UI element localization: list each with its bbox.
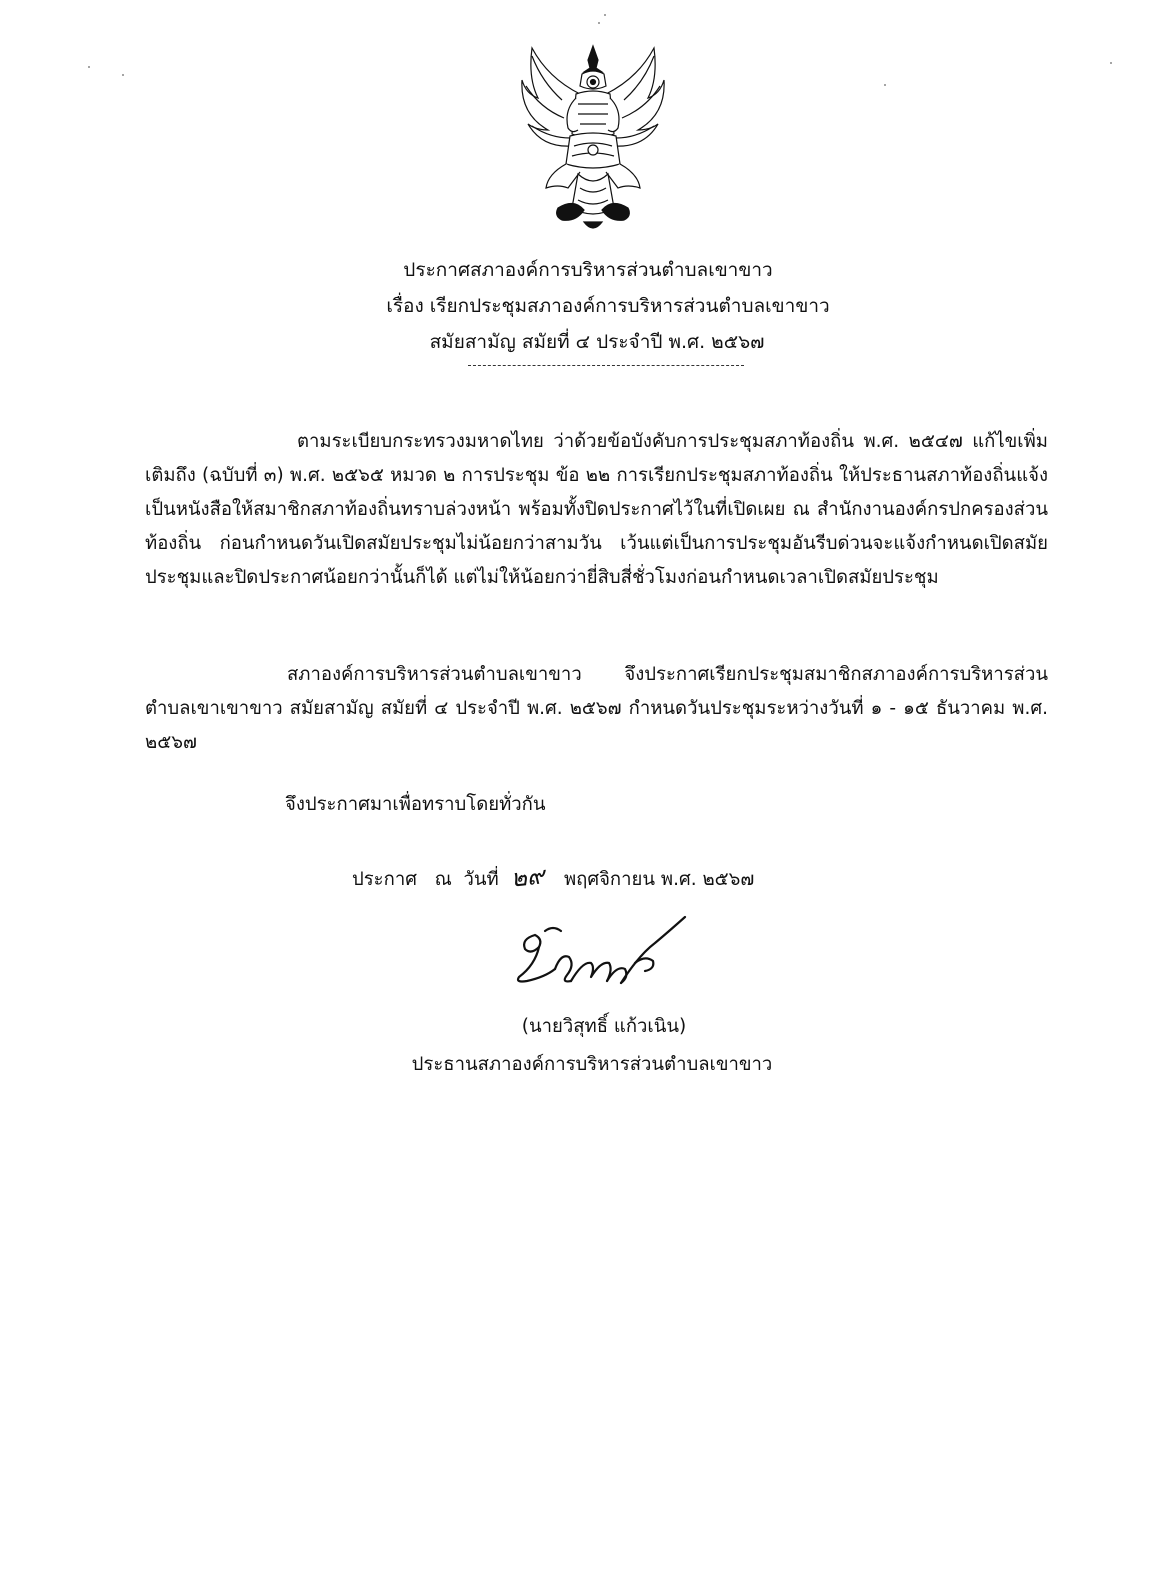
session-line: สมัยสามัญ สมัยที่ ๔ ประจำปี พ.ศ. ๒๕๖๗: [429, 331, 765, 353]
closing-statement: จึงประกาศมาเพื่อทราบโดยทั่วกัน: [285, 794, 546, 815]
date-suffix: พฤศจิกายน พ.ศ. ๒๕๖๗: [563, 869, 755, 890]
scan-speck: [598, 22, 600, 24]
body-paragraph-2: สภาองค์การบริหารส่วนตำบลเขาขาว จึงประกาศเรียกประชุมสมาชิกสภาองค์การบริหารส่วนตำบลเขาเขาขาว สมัยสามัญ สมัยที่ ๔ ประจำปี พ.ศ. ๒๕๖๗ กำหนดวันประชุมระหว่างวันที่ ๑ - ๑๕ ธันวาคม พ.ศ. ๒๕๖๗: [145, 664, 1048, 753]
announcement-date: [352, 860, 754, 897]
garuda-emblem-icon: [518, 38, 668, 238]
scan-speck: [884, 84, 886, 86]
signer-title: ประธานสภาองค์การบริหารส่วนตำบลเขาขาว: [411, 1054, 773, 1075]
announcement-title: ประกาศสภาองค์การบริหารส่วนตำบลเขาขาว: [403, 259, 773, 281]
scan-speck: [122, 74, 124, 76]
signer-name: (นายวิสุทธิ์ แก้วเนิน): [521, 1016, 687, 1037]
document-header: [0, 252, 1176, 360]
scan-speck: [604, 14, 606, 16]
date-prefix: ประกาศ ณ วันที่: [352, 869, 499, 890]
date-day-handwritten: ๒๙: [509, 861, 546, 893]
scan-speck: [1110, 62, 1112, 64]
scan-speck: [88, 66, 90, 68]
subject-line: เรื่อง เรียกประชุมสภาองค์การบริหารส่วนตำบลเขาขาว: [386, 295, 830, 317]
header-separator: [468, 365, 744, 366]
handwritten-signature-icon: [505, 905, 695, 1005]
body-paragraph-1: ตามระเบียบกระทรวงมหาดไทย ว่าด้วยข้อบังคับการประชุมสภาท้องถิ่น พ.ศ. ๒๕๔๗ แก้ไขเพิ่มเติมถึง (ฉบับที่ ๓) พ.ศ. ๒๕๖๕ หมวด ๒ การประชุม ข้อ ๒๒ การเรียกประชุมสภาท้องถิ่น ให้ประธานสภาท้องถิ่นแจ้งเป็นหนังสือให้สมาชิกสภาท้องถิ่นทราบล่วงหน้า พร้อมทั้งปิดประกาศไว้ในที่เปิดเผย ณ สำนักงานองค์กรปกครองส่วนท้องถิ่น ก่อนกำหนดวันเปิดสมัยประชุมไม่น้อยกว่าสามวัน เว้นแต่เป็นการประชุมอันรีบด่วนจะแจ้งกำหนดเปิดสมัยประชุมและปิดประกาศน้อยกว่านั้นก็ได้ แต่ไม่ให้น้อยกว่ายี่สิบสี่ชั่วโมงก่อนกำหนดเวลาเปิดสมัยประชุม: [145, 431, 1048, 588]
